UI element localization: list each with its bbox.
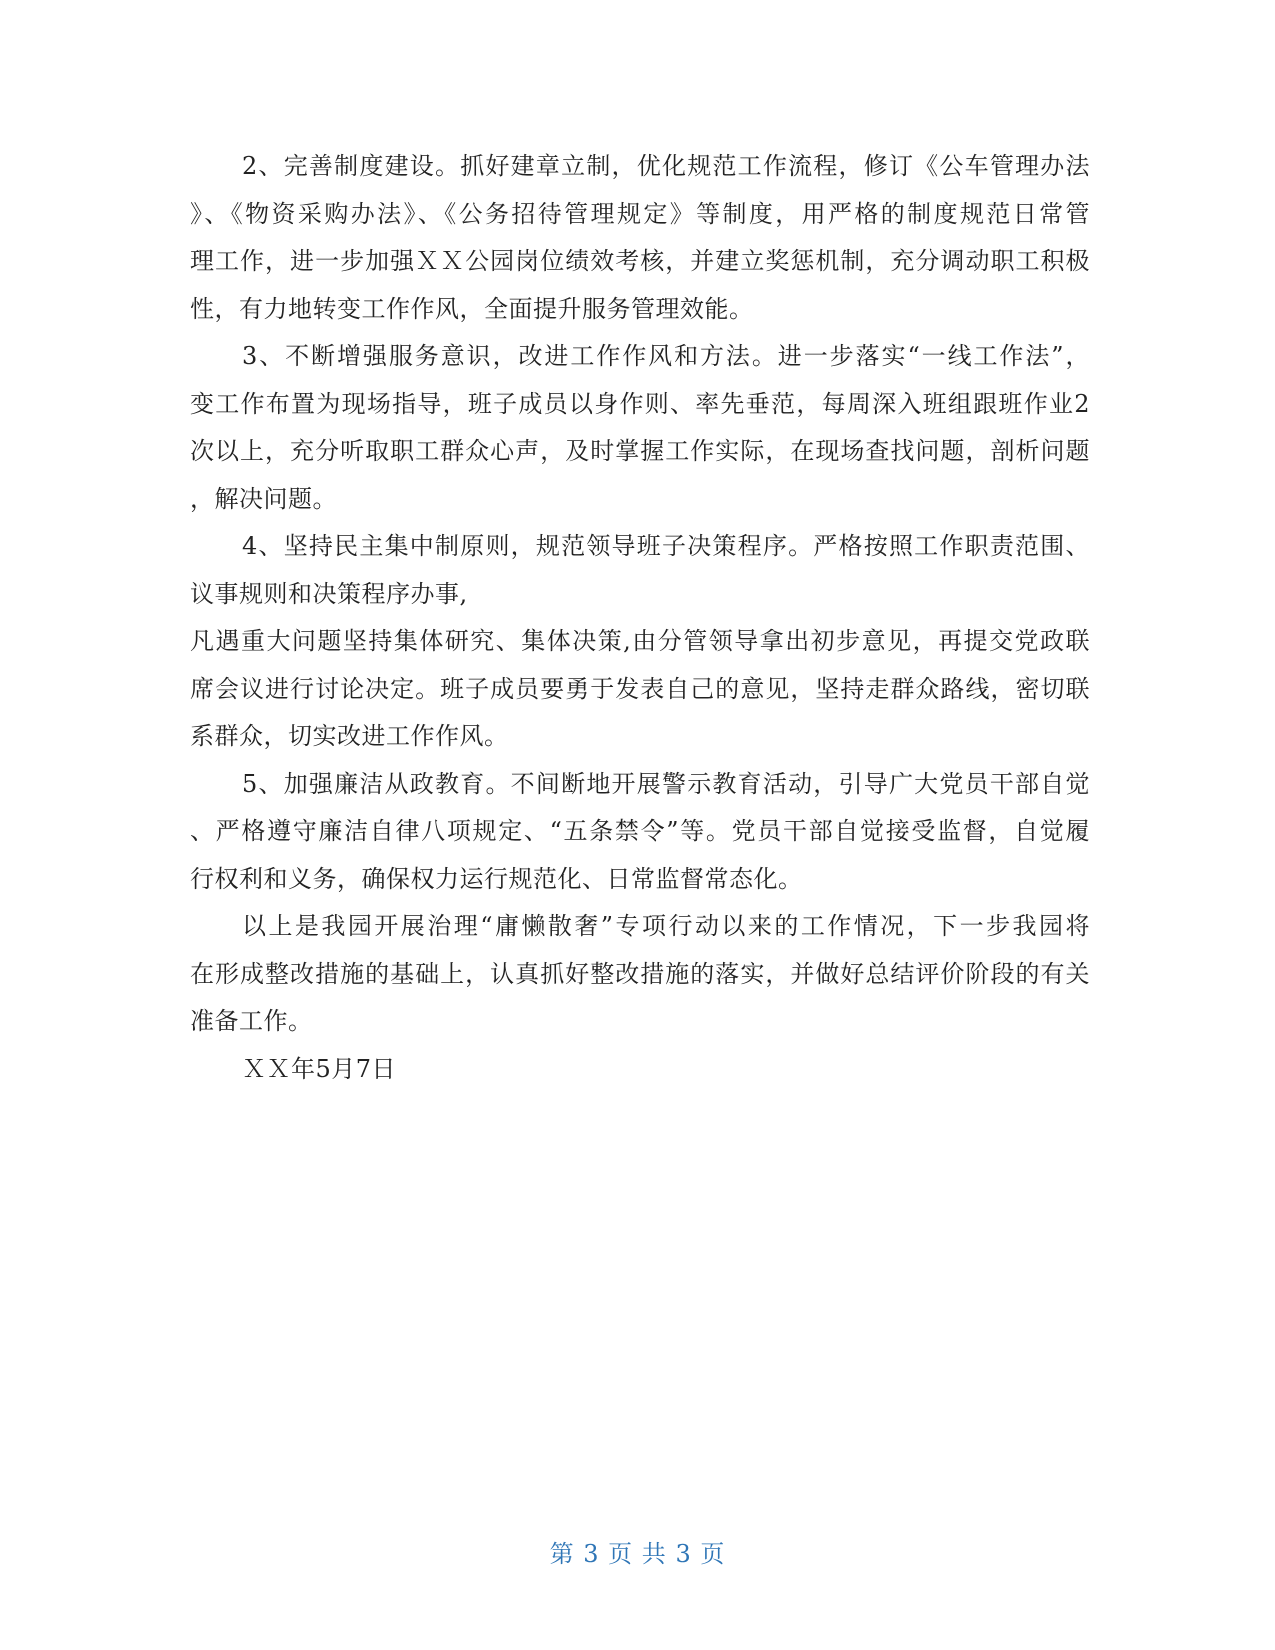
paragraph-line: 3、不断增强服务意识，改进工作作风和方法。进一步落实“一线工作法”，: [242, 342, 1090, 370]
paragraph-line: 系群众，切实改进工作作风。: [190, 722, 509, 750]
paragraph-line: 、严格遵守廉洁自律八项规定、“五条禁令”等。党员干部自觉接受监督，自觉履: [190, 817, 1090, 845]
paragraph-line: 准备工作。: [190, 1007, 313, 1035]
paragraph-line: 在形成整改措施的基础上，认真抓好整改措施的落实，并做好总结评价阶段的有关: [190, 959, 1090, 988]
paragraph-line: 席会议进行讨论决定。班子成员要勇于发表自己的意见，坚持走群众路线，密切联: [190, 674, 1090, 703]
document-body: [190, 143, 1090, 1093]
paragraph-line: 变工作布置为现场指导，班子成员以身作则、率先垂范，每周深入班组跟班作业2: [190, 389, 1090, 418]
paragraph-line: ，解决问题。: [190, 484, 337, 513]
paragraph-line: 理工作，进一步加强ＸＸ公园岗位绩效考核，并建立奖惩机制，充分调动职工积极: [190, 247, 1090, 275]
paragraph-line: 5、加强廉洁从政教育。不间断地开展警示教育活动，引导广大党员干部自觉: [242, 769, 1090, 798]
paragraph-line: 次以上，充分听取职工群众心声，及时掌握工作实际，在现场查找问题，剖析问题: [190, 437, 1090, 465]
paragraph-line: 4、坚持民主集中制原则，规范领导班子决策程序。严格按照工作职责范围、: [242, 532, 1090, 560]
page-number-footer: 第 3 页 共 3 页: [549, 1540, 726, 1568]
paragraph-line: 议事规则和决策程序办事,: [190, 579, 468, 608]
paragraph-line: 》、《物资采购办法》、《公务招待管理规定》等制度，用严格的制度规范日常管: [190, 199, 1090, 228]
document-date: ＸＸ年5月7日: [242, 1054, 397, 1083]
paragraph-line: 性，有力地转变工作作风，全面提升服务管理效能。: [190, 294, 754, 323]
paragraph-line: 行权利和义务，确保权力运行规范化、日常监督常态化。: [190, 864, 803, 893]
paragraph-line: 2、完善制度建设。抓好建章立制，优化规范工作流程，修订《公车管理办法: [242, 152, 1090, 180]
paragraph-line: 以上是我园开展治理“庸懒散奢”专项行动以来的工作情况，下一步我园将: [242, 912, 1090, 940]
paragraph-line: 凡遇重大问题坚持集体研究、集体决策,由分管领导拿出初步意见，再提交党政联: [190, 627, 1090, 655]
